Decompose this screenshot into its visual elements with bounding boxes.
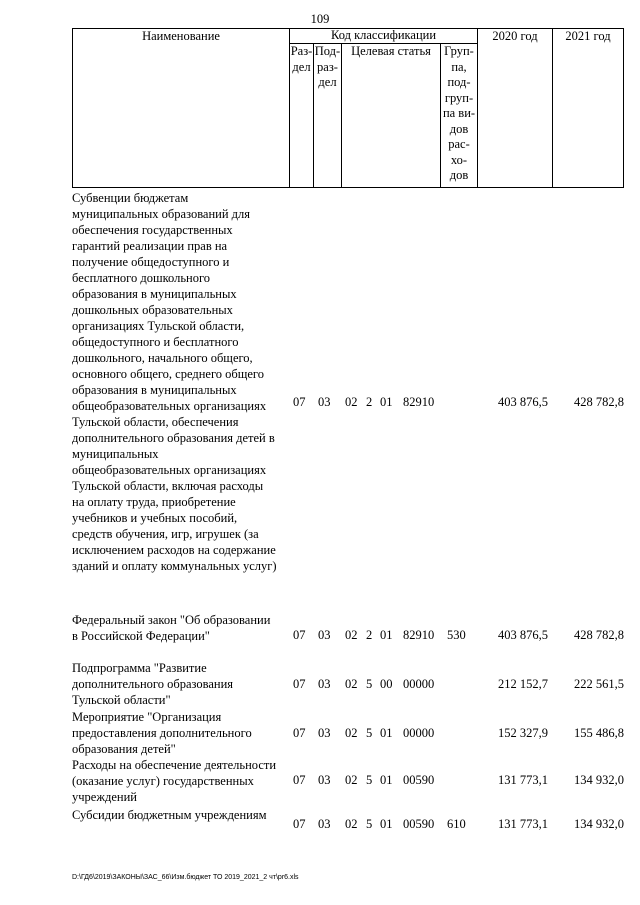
header-name: Наименование [142,29,220,43]
cell-razdel: 07 [293,628,306,642]
cell-target-1: 02 [345,677,358,691]
cell-2021: 428 782,8 [574,395,624,409]
cell-podrazdel: 03 [318,395,331,409]
cell-target-2: 5 [366,773,373,787]
cell-target-1: 02 [345,395,358,409]
cell-target-3: 00 [380,677,393,691]
cell-razdel: 07 [293,395,306,409]
row-name: Федеральный закон "Об образовании в Российской Федерации" [72,613,271,643]
cell-target-2: 5 [366,817,373,831]
file-path-footer: D:\ГД6\2019\ЗАКОНЫ\ЗАС_66\Изм.бюджет ТО 2019_2021_2 чт\pr6.xls [72,874,299,881]
cell-razdel: 07 [293,817,306,831]
cell-razdel: 07 [293,773,306,787]
cell-target-4: 82910 [403,395,435,409]
cell-target-2: 5 [366,677,373,691]
cell-2020: 212 152,7 [498,677,548,691]
cell-target-1: 02 [345,773,358,787]
cell-2020: 131 773,1 [498,817,548,831]
cell-target-3: 01 [380,628,393,642]
row-name: Мероприятие "Организация предоставления дополнительного образования детей" [72,710,252,756]
cell-target-1: 02 [345,817,358,831]
header-podrazdel: Под- раз- дел [314,44,341,89]
cell-podrazdel: 03 [318,817,331,831]
cell-target-1: 02 [345,726,358,740]
row-name: Расходы на обеспечение деятельности (оказание услуг) государственных учреждений [72,758,277,804]
cell-podrazdel: 03 [318,726,331,740]
cell-podrazdel: 03 [318,628,331,642]
cell-target-4: 00590 [403,817,435,831]
cell-group: 610 [447,817,466,831]
page-number: 109 [310,12,330,26]
cell-2020: 131 773,1 [498,773,548,787]
cell-target-2: 2 [366,395,373,409]
cell-target-4: 00000 [403,726,435,740]
cell-target-2: 5 [366,726,373,740]
header-2021: 2021 год [565,29,611,43]
header-code: Код классификации [330,28,437,42]
row-name: Субвенции бюджетам муниципальных образований для обеспечения государственных гарантий реализации прав на получение общедоступного и бесплатного дошкольного образования в муниципальных дошкольных образовательных организациях Тульской области, общедоступного и бесплатного дошкольного, начального общего, основного общего, среднего общего образования в муниципальных общеобразовательных организациях Тульской области, обеспечения дополнительного образования детей в муниципальных общеобразовательных организациях Тульской области, включая расходы на оплату труда, приобретение учебников и учебных пособий, средств обучения, игр, игрушек (за исключением расходов на содержание зданий и оплату коммунальных услуг) [72,191,277,573]
cell-razdel: 07 [293,677,306,691]
cell-2021: 155 486,8 [574,726,624,740]
header-2020: 2020 год [492,29,538,43]
cell-razdel: 07 [293,726,306,740]
cell-2020: 403 876,5 [498,628,548,642]
header-group: Груп- па, под- груп- па ви- дов рас- хо- дов [442,44,476,182]
row-name: Подпрограмма "Развитие дополнительного образования Тульской области" [72,661,234,707]
row-name: Субсидии бюджетным учреждениям [72,808,267,822]
header-razdel: Раз- дел [290,44,313,74]
cell-2020: 403 876,5 [498,395,548,409]
cell-2021: 428 782,8 [574,628,624,642]
cell-target-4: 82910 [403,628,435,642]
cell-target-3: 01 [380,817,393,831]
cell-target-3: 01 [380,395,393,409]
cell-target-1: 02 [345,628,358,642]
cell-target-2: 2 [366,628,373,642]
cell-target-3: 01 [380,726,393,740]
cell-2020: 152 327,9 [498,726,548,740]
cell-target-4: 00590 [403,773,435,787]
cell-group: 530 [447,628,466,642]
cell-podrazdel: 03 [318,677,331,691]
header-target: Целевая статья [351,44,431,58]
cell-2021: 134 932,0 [574,773,624,787]
cell-target-3: 01 [380,773,393,787]
cell-podrazdel: 03 [318,773,331,787]
cell-target-4: 00000 [403,677,435,691]
cell-2021: 134 932,0 [574,817,624,831]
cell-2021: 222 561,5 [574,677,624,691]
